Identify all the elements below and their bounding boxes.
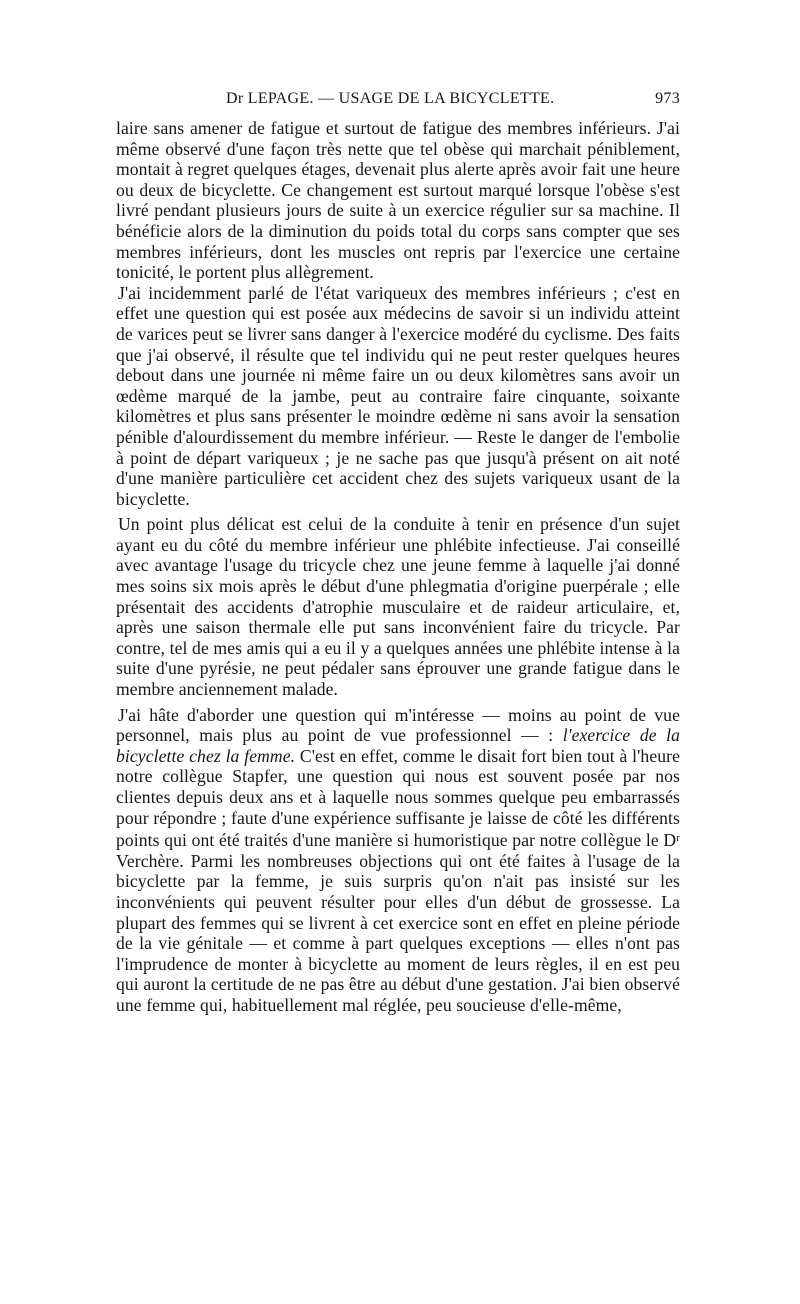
paragraph-4-superscript: r: [676, 832, 680, 845]
paragraph-4-part-3: Verchère. Parmi les nombreuses objections qui ont été faites à l'usage de la bicyclette par la femme, je suis surpris qu'on n'ait pas insisté sur les inconvénients qui peuvent résulter pour elles d'un début de grossesse. La plupart des femmes qui se livrent à cet exercice sont en effet en pleine période de la vie génitale — et comme à part quelques exceptions — elles n'ont pas l'imprudence de monter à bicyclette au moment de leurs règles, il en est peu qui auront la certitude de ne pas être au début d'une gestation. J'ai bien observé une femme qui, habituellement mal réglée, peu soucieuse d'elle-même,: [116, 850, 680, 1015]
page: [116, 90, 680, 1016]
paragraph-3: Un point plus délicat est celui de la conduite à tenir en présence d'un sujet ayant eu du côté du membre inférieur une phlébite infectieuse. J'ai conseillé avec avantage l'usage du tricycle chez une jeune femme à laquelle j'ai donné mes soins six mois après le début d'une phlegmatia d'origine puerpérale ; elle présentait des accidents d'atrophie musculaire et de raideur articulaire, et, après une saison thermale elle put sans inconvénient faire du tricycle. Par contre, tel de mes amis qui a eu il y a quelques années une phlébite intense à la suite d'une pyrésie, ne peut pédaler sans éprouver une grande fatigue dans le membre anciennement malade.: [116, 514, 680, 700]
page-number: 973: [655, 90, 680, 107]
paragraph-4: [116, 705, 680, 1016]
paragraph-1: laire sans amener de fatigue et surtout de fatigue des membres inférieurs. J'ai même observé d'une façon très nette que tel obèse qui marchait péniblement, montait à regret quelques étages, devenait plus alerte après avoir fait une heure ou deux de bicyclette. Ce changement est surtout marqué lorsque l'obèse s'est livré pendant plusieurs jours de suite à un exercice régulier sur sa machine. Il bénéficie alors de la diminution du poids total du corps sans compter que ses membres inférieurs, dont les muscles ont repris par l'exercice une certaine tonicité, le portent plus allègrement.: [116, 118, 680, 283]
paragraph-4-part-1: J'ai hâte d'aborder une question qui m'intéresse — moins au point de vue personnel, mais plus au point de vue professionnel — :: [116, 704, 680, 746]
paragraph-4-part-2: C'est en effet, comme le disait fort bien tout à l'heure notre collègue Stapfer, une question qui nous est souvent posée par nos clientes depuis deux ans et à laquelle nous sommes quelque peu embarrassés pour répondre ; faute d'une expérience suffisante je laisse de côté les différents points qui ont été traités d'une manière si humoristique par notre collègue le D: [116, 745, 680, 851]
paragraph-2: J'ai incidemment parlé de l'état variqueux des membres inférieurs ; c'est en effet une question qui est posée aux médecins de savoir si un individu atteint de varices peut se livrer sans danger à l'exercice modéré du cyclisme. Des faits que j'ai observé, il résulte que tel individu qui ne peut rester quelques heures debout dans une journée ni même faire un ou deux kilomètres sans avoir un œdème marqué de la jambe, peut au contraire faire cinquante, soixante kilomètres et plus sans présenter le moindre œdème ni sans avoir la sensation pénible d'alourdissement du membre inférieur. — Reste le danger de l'embolie à point de départ variqueux ; je ne sache pas que jusqu'à présent on ait noté d'une manière particulière cet accident chez des sujets variqueux usant de la bicyclette.: [116, 282, 680, 509]
page-header: [116, 90, 680, 118]
body-text: [116, 118, 680, 1016]
running-title: Dr LEPAGE. — USAGE DE LA BICYCLETTE.: [226, 90, 555, 107]
paragraph-4-italic-phrase: l'exercice de la bicyclette chez la femme.: [116, 725, 680, 766]
